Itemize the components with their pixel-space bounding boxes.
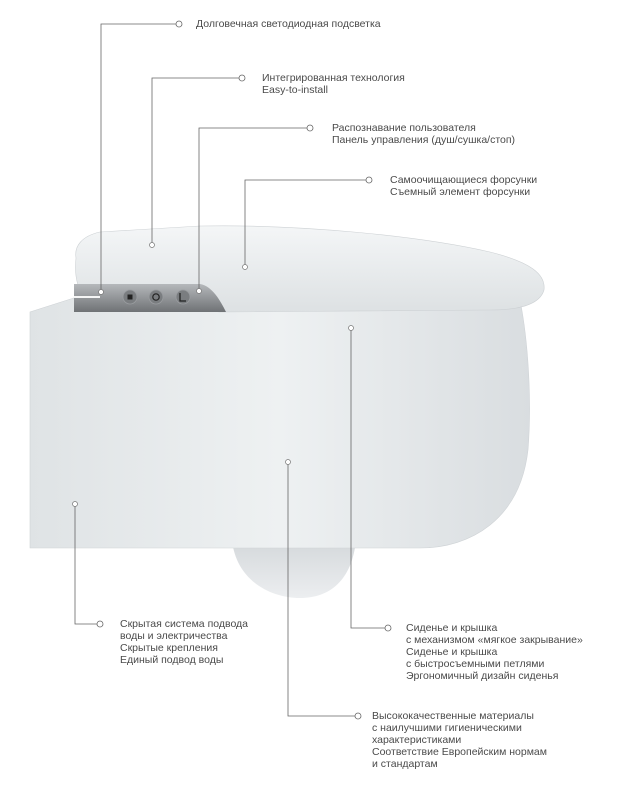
led-strip bbox=[74, 296, 100, 298]
dry-button-icon bbox=[149, 290, 163, 304]
callout-led: Долговечная светодиодная подсветка bbox=[196, 18, 381, 30]
callout-user-recognition: Распознавание пользователя Панель управления (душ/сушка/стоп) bbox=[332, 122, 516, 146]
callout-nozzle: Самоочищающиеся форсунки Съемный элемент форсунки bbox=[390, 174, 538, 198]
callout-materials: Высококачественные материалы с наилучшими гигиеническими характеристиками Соответствие Европейским нормам и стандартам bbox=[372, 710, 547, 770]
toilet-body bbox=[30, 296, 530, 548]
toilet-base bbox=[232, 540, 356, 598]
shower-button-icon bbox=[176, 290, 190, 304]
callout-hidden-system: Скрытая система подвода воды и электричества Скрытые крепления Единый подвод воды bbox=[120, 618, 249, 666]
callout-easy-install: Интегрированная технология Easy-to-install bbox=[262, 72, 405, 96]
callout-seat: Сиденье и крышка с механизмом «мягкое закрывание» Сиденье и крышка с быстросъемными петлями Эргономичный дизайн сиденья bbox=[406, 622, 583, 682]
stop-button-icon bbox=[123, 290, 137, 304]
